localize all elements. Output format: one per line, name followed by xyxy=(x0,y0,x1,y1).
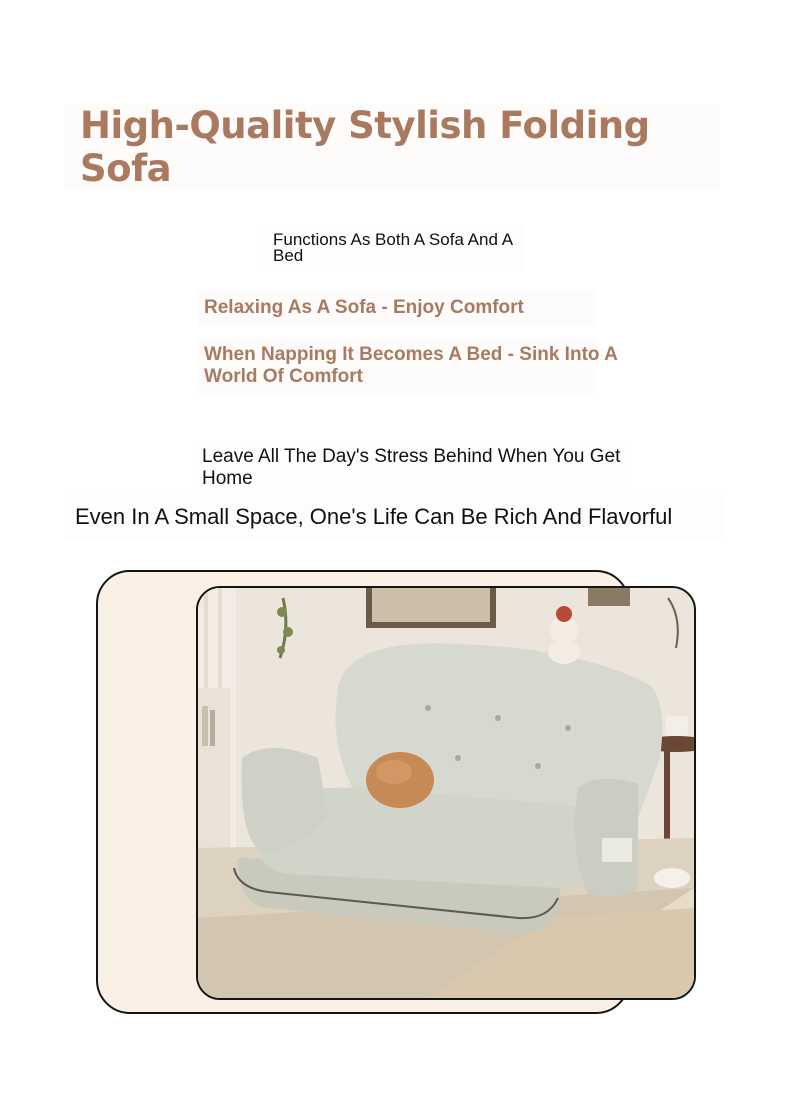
sofa-photo xyxy=(196,586,696,1000)
small-space-block xyxy=(64,494,724,540)
sofa-illustration xyxy=(198,588,694,998)
napping-block xyxy=(196,338,618,396)
functions-block xyxy=(262,224,524,272)
relaxing-block xyxy=(196,290,596,326)
stress-block xyxy=(196,440,626,494)
napping-text: When Napping It Becomes A Bed - Sink Into A World Of Comfort xyxy=(204,344,618,387)
page-title: High-Quality Stylish Folding Sofa xyxy=(80,104,650,190)
stress-text: Leave All The Day's Stress Behind When You Get Home xyxy=(202,446,621,489)
small-space-text: Even In A Small Space, One's Life Can Be Rich And Flavorful xyxy=(75,504,673,529)
relaxing-text: Relaxing As A Sofa - Enjoy Comfort xyxy=(204,297,524,318)
title-banner xyxy=(64,104,720,190)
right-armrest xyxy=(575,779,638,897)
functions-text: Functions As Both A Sofa And A Bed xyxy=(273,230,513,265)
